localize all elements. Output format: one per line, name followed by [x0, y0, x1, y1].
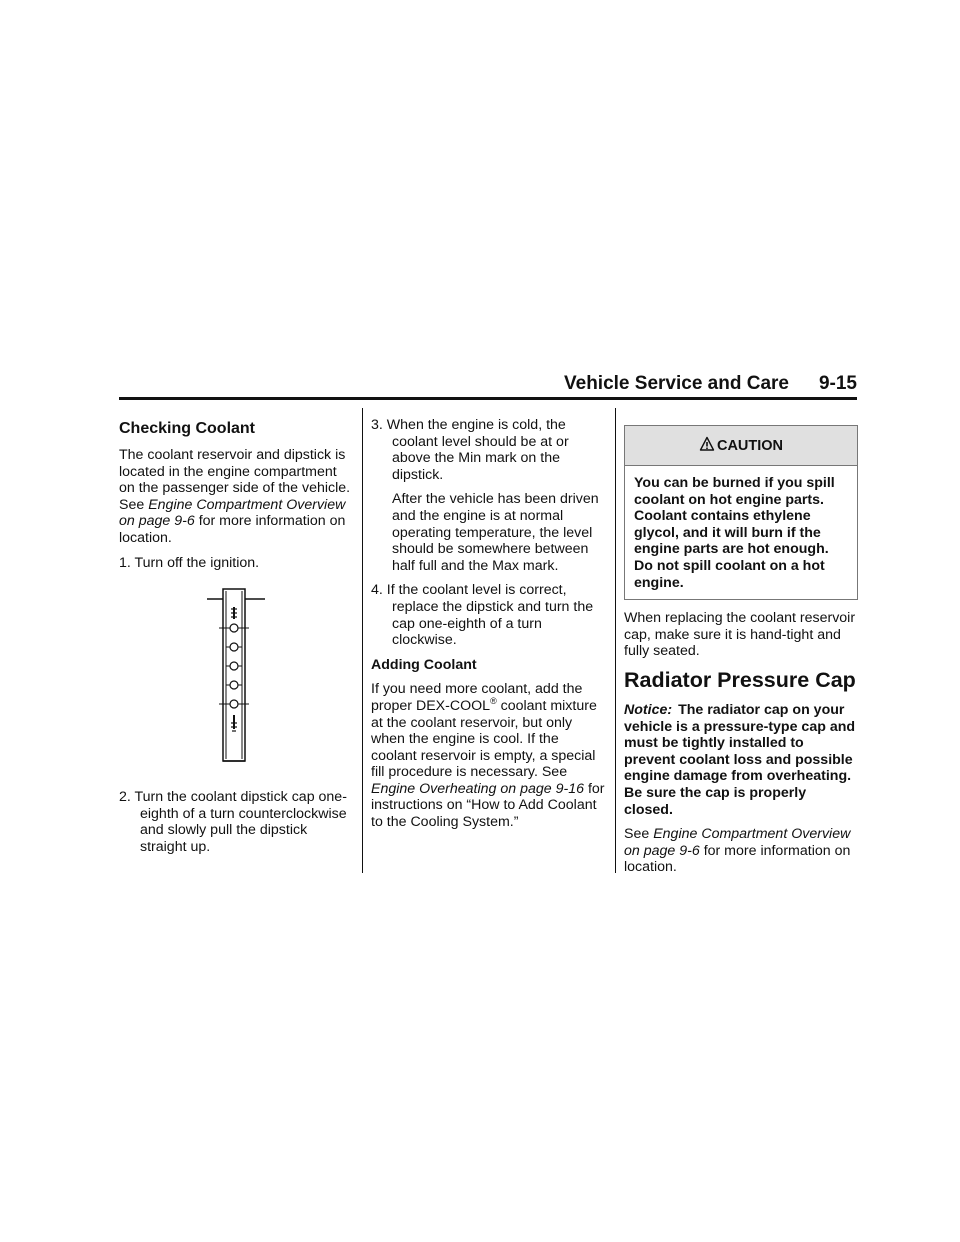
page-number: 9-15 — [818, 373, 857, 394]
engine-compartment-link-2[interactable]: Engine Compartment Overview on page 9-6 — [624, 826, 851, 859]
intro-after-text: for more information on location. — [119, 513, 346, 546]
step-1: 1. Turn off the ignition. — [119, 554, 260, 571]
step-3: 3. When the engine is cold, the coolant level should be at or above the Min mark on the dipstick. — [371, 417, 569, 483]
checking-coolant-heading: Checking Coolant — [119, 420, 256, 437]
intro-paragraph — [119, 447, 355, 547]
step-3-detail: After the vehicle has been driven and the engine is at normal operating temperature, the level should be somewhere between half full and the Max mark. — [392, 491, 599, 574]
notice-label: Notice: — [624, 701, 673, 718]
see-paragraph — [624, 826, 858, 876]
caution-header — [625, 426, 857, 466]
page-header — [119, 373, 857, 395]
header-rule — [119, 397, 857, 400]
section-title: Vehicle Service and Care — [564, 373, 789, 394]
adding-after-text: for instructions on “How to Add Coolant to the Cooling System.” — [371, 780, 605, 831]
see-prefix: See — [624, 826, 650, 843]
notice-paragraph — [624, 702, 858, 818]
dipstick-drawing — [119, 587, 355, 765]
see-after-text: for more information on location. — [624, 842, 851, 876]
intro-text: The coolant reservoir and dipstick is located in the engine compartment on the passenger side of the vehicle. See — [119, 447, 351, 513]
column-divider-left — [362, 408, 363, 873]
warning-triangle-icon — [699, 436, 715, 457]
step-2: 2. Turn the coolant dipstick cap one-eighth of a turn counterclockwise and slowly pull the dipstick straight up. — [119, 789, 347, 855]
caution-box — [624, 425, 858, 600]
engine-overheating-link[interactable]: Engine Overheating on page 9-16 — [371, 780, 584, 797]
column-1 — [119, 420, 355, 864]
caution-title: CAUTION — [716, 438, 784, 454]
replace-cap-paragraph: When replacing the coolant reservoir cap, make sure it is hand-tight and fully seated. — [624, 610, 856, 660]
column-divider-right — [615, 408, 616, 873]
radiator-pressure-cap-heading: Radiator Pressure Cap — [624, 667, 856, 692]
adding-coolant-paragraph — [371, 681, 607, 830]
adding-text-a: If you need more coolant, add the proper DEX-COOL — [371, 681, 583, 714]
column-2 — [371, 417, 607, 839]
registered-mark: ® — [490, 695, 497, 706]
step-4: 4. If the coolant level is correct, replace the dipstick and turn the cap one-eighth of a turn clockwise. — [371, 582, 594, 649]
column-3 — [624, 421, 858, 884]
dipstick-illustration — [119, 587, 355, 765]
caution-text: You can be burned if you spill coolant on hot engine parts. Coolant contains ethylene glycol, and it will burn if the engine parts are hot enough. Do not spill coolant on a hot engine. — [634, 475, 835, 591]
engine-compartment-link[interactable]: Engine Compartment Overview on page 9-6 — [119, 496, 346, 530]
adding-coolant-heading: Adding Coolant — [371, 656, 477, 673]
adding-text-b: coolant mixture at the coolant reservoir, but only when the engine is cool. If the coolant reservoir is empty, a special fill procedure is necessary. See — [371, 697, 597, 781]
notice-text: The radiator cap on your vehicle is a pressure-type cap and must be tightly installed to prevent coolant loss and possible engine damage from overheating. Be sure the cap is properly closed. — [624, 701, 856, 818]
